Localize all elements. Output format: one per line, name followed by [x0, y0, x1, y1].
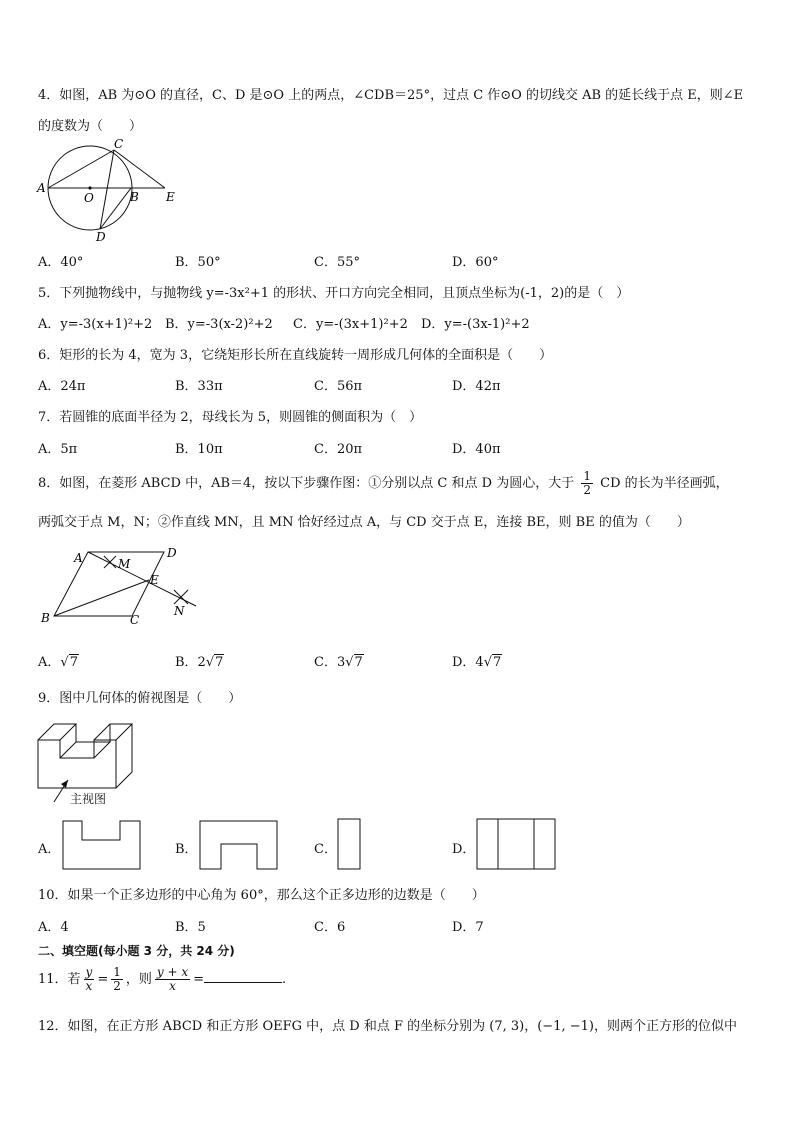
q8-option-c-label: C．3	[314, 655, 346, 670]
q5-option-b[interactable]: B．y=-3(x-2)²+2	[165, 317, 273, 332]
q8-frac-den: 2	[583, 483, 591, 497]
q11-frac-half	[111, 966, 123, 993]
arc-mark-m	[104, 556, 116, 568]
q9-option-d-figure[interactable]	[476, 818, 558, 872]
label-a: A	[37, 181, 46, 195]
q8-option-b[interactable]: B．2√7	[175, 655, 224, 670]
label-c: C	[114, 137, 124, 151]
q11-frac-target-den: x	[169, 979, 176, 993]
q4-option-d[interactable]: D．60°	[452, 255, 499, 270]
q8-option-a-label: A．	[38, 655, 61, 670]
q8-rhombus-figure	[36, 540, 206, 630]
q11-frac-target-num: y + x	[156, 965, 189, 979]
q11-frac-half-num: 1	[113, 965, 121, 979]
q11-frac-half-den: 2	[113, 979, 121, 993]
arc-mark-n	[174, 590, 188, 604]
shape-c	[338, 819, 360, 869]
q8-option-a[interactable]: A．√7	[38, 655, 78, 670]
q5-stem: 5．下列抛物线中，与抛物线 y=-3x²+1 的形状、开口方向完全相同，且顶点坐标为(-1，2)的是（ ）	[38, 286, 630, 301]
q10-stem: 10．如果一个正多边形的中心角为 60°，那么这个正多边形的边数是（ ）	[38, 888, 485, 903]
label-d: D	[167, 546, 177, 560]
q4-option-a[interactable]: A．40°	[38, 255, 84, 270]
q8-option-d[interactable]: D．4√7	[452, 655, 502, 670]
q8-stem-line1	[38, 470, 729, 497]
q8-option-c[interactable]: C．3√7	[314, 655, 363, 670]
q10-option-a[interactable]: A．4	[38, 920, 69, 935]
q6-stem: 6．矩形的长为 4，宽为 3，它绕矩形长所在直线旋转一周形成几何体的全面积是（ ）	[38, 348, 553, 363]
q9-option-c-figure[interactable]	[337, 818, 363, 872]
q11-suffix: .	[282, 972, 287, 987]
q9-option-a-figure[interactable]	[62, 820, 144, 872]
q8-option-b-label: B．2	[175, 655, 206, 670]
solid-left-top	[38, 724, 76, 740]
q9-option-a[interactable]: A．	[38, 842, 61, 857]
section-heading-fill-blank: 二、填空题(每小题 3 分，共 24 分)	[38, 944, 235, 958]
q9-caption: 主视图	[70, 792, 107, 806]
center-o	[88, 186, 91, 189]
solid-right-side	[116, 724, 132, 788]
q11-prefix: 11．若	[38, 972, 81, 987]
q8-option-a-radicand: 7	[69, 655, 78, 670]
q12-stem: 12．如图，在正方形 ABCD 和正方形 OEFG 中，点 D 和点 F 的坐标分别为 (7, 3)，(−1, −1)，则两个正方形的位似中	[38, 1019, 737, 1034]
q11-frac-yx-num: y	[85, 965, 93, 979]
label-e: E	[166, 190, 175, 204]
q8-option-d-label: D．4	[452, 655, 484, 670]
q11-frac-yx-den: x	[85, 979, 93, 993]
shape-d-outer	[477, 819, 555, 869]
chord-ac	[48, 150, 114, 188]
solid-right-top	[94, 724, 132, 740]
tangent-ce	[114, 150, 165, 188]
label-d: D	[96, 230, 106, 244]
label-e: E	[150, 573, 159, 587]
solid-notch-floor	[60, 742, 110, 758]
label-b: B	[130, 190, 139, 204]
q10-option-c[interactable]: C．6	[314, 920, 346, 935]
q10-option-d[interactable]: D．7	[452, 920, 484, 935]
label-c: C	[130, 613, 140, 627]
q7-option-a[interactable]: A．5π	[38, 442, 78, 457]
q6-option-a[interactable]: A．24π	[38, 379, 86, 394]
q4-stem-line1: 4．如图，AB 为⊙O 的直径，C、D 是⊙O 上的两点，∠CDB＝25°，过点 C 作⊙O 的切线交 AB 的延长线于点 E，则∠E	[38, 88, 744, 103]
q8-fraction-half	[581, 470, 593, 497]
label-b: B	[41, 611, 50, 625]
shape-b	[200, 821, 277, 869]
q11-eq: =	[97, 972, 109, 987]
q11-stem	[38, 966, 286, 993]
label-m: M	[118, 557, 131, 571]
q10-option-b[interactable]: B．5	[175, 920, 206, 935]
label-o: O	[84, 191, 94, 205]
q7-option-b[interactable]: B．10π	[175, 442, 223, 457]
q11-answer-blank[interactable]	[204, 970, 282, 983]
q11-frac-yx	[84, 966, 95, 993]
q9-stem: 9．图中几何体的俯视图是（ ）	[38, 691, 242, 706]
q6-option-d[interactable]: D．42π	[452, 379, 501, 394]
q8-stem-part1: 8．如图，在菱形 ABCD 中，AB＝4，按以下步骤作图：①分别以点 C 和点 D 为圆心，大于	[38, 476, 575, 491]
q4-option-c[interactable]: C．55°	[314, 255, 360, 270]
q6-option-b[interactable]: B．33π	[175, 379, 223, 394]
q8-option-b-radicand: 7	[215, 655, 224, 670]
q5-option-c[interactable]: C．y=-(3x+1)²+2	[293, 317, 408, 332]
q8-frac-num: 1	[583, 469, 591, 483]
label-a: A	[74, 551, 83, 565]
q7-option-c[interactable]: C．20π	[314, 442, 363, 457]
q8-option-d-radicand: 7	[493, 655, 502, 670]
q5-option-d[interactable]: D．y=-(3x-1)²+2	[421, 317, 530, 332]
q9-option-b[interactable]: B．	[175, 842, 198, 857]
q7-stem: 7．若圆锥的底面半径为 2，母线长为 5，则圆锥的侧面积为（ ）	[38, 410, 423, 425]
q7-option-d[interactable]: D．40π	[452, 442, 501, 457]
q9-option-c[interactable]: C．	[314, 842, 337, 857]
q9-option-b-figure[interactable]	[199, 820, 281, 872]
q11-eq2: =	[193, 972, 205, 987]
q8-stem-line2: 两弧交于点 M，N；②作直线 MN，且 MN 恰好经过点 A，与 CD 交于点 E，连接 BE，则 BE 的值为（ ）	[38, 515, 690, 530]
q5-option-a[interactable]: A．y=-3(x+1)²+2	[38, 317, 153, 332]
q4-stem-line2: 的度数为（ ）	[38, 119, 143, 134]
q11-mid: ，则	[125, 972, 152, 987]
q11-frac-target	[155, 966, 190, 993]
q9-option-d[interactable]: D．	[452, 842, 476, 857]
q8-stem-part2: CD 的长为半径画弧，	[600, 476, 729, 491]
chord-cd	[100, 150, 114, 229]
q8-option-c-radicand: 7	[354, 655, 363, 670]
q6-option-c[interactable]: C．56π	[314, 379, 363, 394]
label-n: N	[174, 604, 185, 618]
q4-option-b[interactable]: B．50°	[175, 255, 221, 270]
q4-circle-figure	[34, 136, 184, 244]
view-arrow-head	[61, 780, 68, 788]
shape-a	[63, 821, 140, 869]
